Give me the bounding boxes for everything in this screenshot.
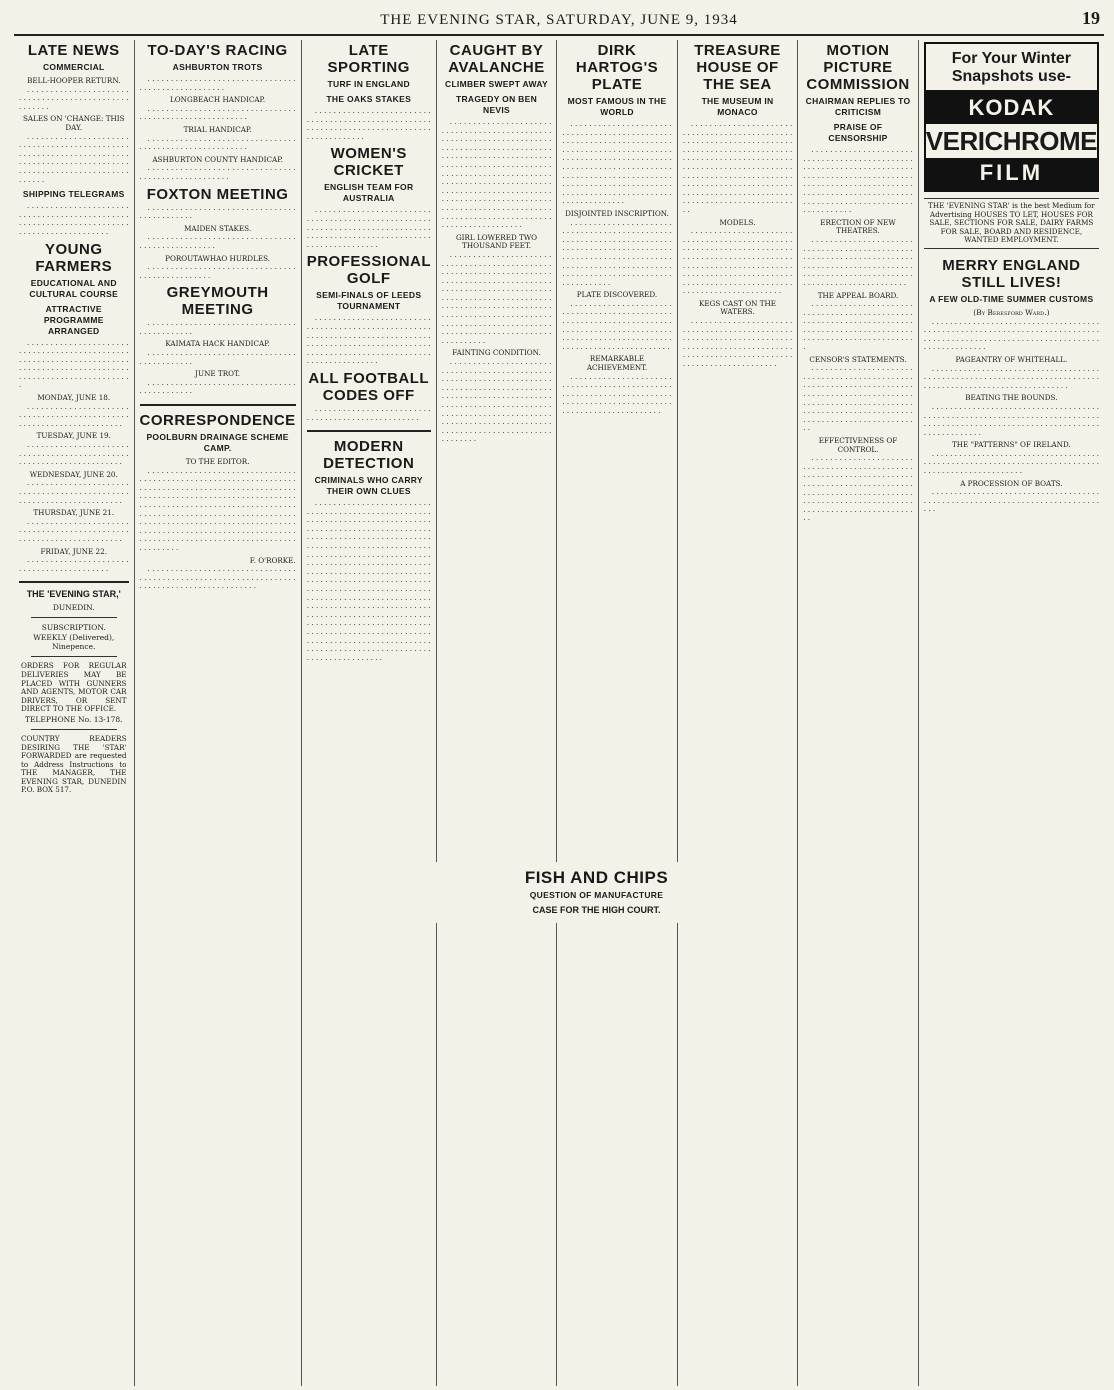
subhead-ashburton: ASHBURTON TROTS [172,62,263,72]
subhead-commercial: COMMERCIAL [42,62,105,72]
race-heading: JUNE TROT. [195,369,241,379]
subscription-rate: WEEKLY (Delivered), Ninepence. [33,633,115,652]
section-heading: PLATE DISCOVERED. [576,290,658,300]
day-heading: FRIDAY, JUNE 22. [40,546,107,556]
section-heading: ERECTION OF NEW THEATRES. [820,217,896,236]
article-text: · · · · · · · · · · · · · · · · · · · · · · · · · · · · · · · · · · · · · · · · · · · · [139,350,296,368]
day-heading: THURSDAY, JUNE 21. [33,508,115,518]
subhead-english-team: ENGLISH TEAM FOR AUSTRALIA [324,182,414,204]
race-heading: KAIMATA HACK HANDICAP. [165,339,270,349]
race-heading: LONGBEACH HANDICAP. [170,95,266,105]
race-heading: TRIAL HANDICAP. [183,124,252,134]
race-heading: MAIDEN STAKES. [184,223,252,233]
headline-football-off: ALL FOOTBALL CODES OFF [308,369,430,404]
subhead-climber: CLIMBER SWEPT AWAY [445,79,549,89]
section-heading: PAGEANTRY OF WHITEHALL. [955,354,1068,364]
article-text: · · · · · · · · · · · · · · · · · · · · · · · · · · · · · · · · · · · · · · · · · · · · · · · · · · [306,405,431,424]
section-heading: DISJOINTED INSCRIPTION. [565,208,669,218]
ad-film: FILM [926,158,1097,190]
column-racing [135,40,302,1386]
divider [31,617,117,618]
subhead-customs: A FEW OLD-TIME SUMMER CUSTOMS [929,293,1094,304]
article-text: · · · · · · · · · · · · · · · · · · · · · · · · · · · · · · · · · · · · · · · · · · · · · · · · · · · · · · · · · · · · · · · · · · · · · · · · · · · · · · · · · · · · · · · · · · · · · · · · · · · · · · · · · · · [923,365,1100,392]
article-text: · · · · · · · · · · · · · · · · · · · · · · · · · · · · · · · · · · · · · · · · · · · · · · · · · · · · · · · · · · · · · · · · · · · · · · · · · · · · · · · · · · · · · · · · · · · · · · · · · · · · · · · · · · · · · · · · · · · · · · · · · · · · · · · · · · · · · · · · · · · · · · · · · · · · · · · · · · · · · · · · · · · · · · · · · · · · · · · · · [562,219,672,289]
article-text: · · · · · · · · · · · · · · · · · · · · · · · · · · · · · · · · · · · · · · · · · · · · · · · · · · · · · · · · · · · · · · · · · · · · · · · · · · · · · · · · · · · · · · · · · · · · · · · · · · · · · · · · · · · · · · · · · · · · · · · · · · · · [19,133,129,186]
subhead-course: EDUCATIONAL AND CULTURAL COURSE [29,277,119,299]
article-text: · · · · · · · · · · · · · · · · · · · · · · · · · · · · · · · · · · · · · · · · · · · · · · · · · · · · · · · · · · · · · · · · · · · · · · · · · · · · · · · · · · · · · · · · · · · · · · · · · · · · · · · · · · · · · · · · · · · · · · · · · · · · · · · · · · · · · · · · · · · · · · · · · · · · · · · · · · · · · · · · · · · · · · · · [803,365,913,435]
article-text: · · · · · · · · · · · · · · · · · · · · · · · · · · · · · · · · · · · · · · · · · · · · · · · · · · · · · · · · · · · · · · · · · · · · · · · · · · · · · · · · · · · · · · · · · · · · · · · · · · · · · · · · · · · · · · · · · · · · · · · · · · [306,207,431,251]
headline-racing: TO-DAY'S RACING [147,42,288,59]
article-text: · · · · · · · · · · · · · · · · · · · · · · · · · · · · · · · · · · · · · · · · · · · · · · · · · · · · · · · · · · · · · · · · · · · · · · · · · · · · · · · · · · · · · · · · · · · · · · · · · · · · · · · · · · · · · · · · · · · · · · · · · · · · · · · · · · · · · · · · · · · · · · [562,300,672,353]
article-text: · · · · · · · · · · · · · · · · · · · · · · · · · · · · · · · · · · · · · · · · · · · · · · · · · · · · · · · · · · · · · · · · · · · · · [19,442,129,469]
article-text: · · · · · · · · · · · · · · · · · · · · · · · · · · · · · · · · · · · · · · · · · · · · · · · · · · · · · · · · [139,105,296,124]
article-text: · · · · · · · · · · · · · · · · · · · · · · · · · · · · · · · · · · · · · · · · · · · · · · · · · · · · · · · · · · · · · · · · · · · · · · · · · · · · · · · · · · · · · · · · · · · · · · · · · · · · · · · · · · · · · · · · · · · · · · · · · · · · · · · · · · · · · · · · · · · · · · · · · · · · · · · · · · · · · · · · · · · · · · · · · · · · · · · · · · · · · · · · · · · · · · · · · · · · · · · · · · · · · · · · · · · · · · · · · · · · · · · · · · · · · · · · · · · · · · · · · · · · · · · · · · · · · · · · · · · · · · · · · · · · · · · · · · · · · · · · · · · · · · · · · · · · · · · · · · · · · · · · [441,119,552,232]
race-heading: POROUTAWHAO HURDLES. [165,253,271,263]
column-late-news [14,40,135,1386]
article-text: · · · · · · · · · · · · · · · · · · · · · · · · · · · · · · · · · · · · · · · · · · · · · · · · · · · · · · · · · · · · · · · · · · · · · · · · · · · · · · · · · · · · · · · · · · [19,203,129,238]
headline-late-sporting: LATE SPORTING [327,42,410,76]
article-text: · · · · · · · · · · · · · · · · · · · · · · · · · · · · · · · · · · · · · · · · · · · · · · · · · · · [139,76,296,94]
article-text: · · · · · · · · · · · · · · · · · · · · · · · · · · · · · · · · · · · · · · · · · · · · · · · · · · · · · · · · · · · · · · · · · · · · · · · · · · · · · · · · · · · · · · · · · · · · · · · · · · · · · · · · · · · · · · · · · · · · · · · · · · · · · · · · · · · · · · · · · · · · · · · · · · · · · · · · · · · · · · · · · · · · · · · · · · · · · · · · · · · · · · · · · · · · · · · · · · · · · · · · · · · · · · · · · · · · · · · · · · · · · · · · · · · · · · · · · · · · · · · · · · · · · · · · · · · · · · · · · · · · · · · · · · · · · · · · · · · · · · · · · · · · · · · · · · · · · · · · · · · · · · · · · · · · · · · · · · · · · · · · · · · · · · · · · · · · · · · · · · · · · · · · · · · · · · · · · · · · · · · · · · · · · · · · · · · · · · · · · · · · · · · · · · · · · · · · · · · · · · · · · · · · · · · · · · · · · · · · · · · · · · · · · · · · · · · · · · · · · · · · · · · · · · · · · · · · · · · · · · · · · · · · · · · · · · · · · · · · · · · · · · · · · · · · · · · · · · · · · · · · · [306,500,431,664]
subscription-heading: SUBSCRIPTION. [41,623,106,633]
columns [14,40,1104,1386]
section-heading: KEGS CAST ON THE WATERS. [698,298,777,317]
headline-correspondence: CORRESPONDENCE [139,412,296,430]
article-text: · · · · · · · · · · · · · · · · · · · · · · · · · · · · · · · · · · · · · · · · · · · · · · · · · · · · · · · · · · · · · · · · · · · · · · · · · · · · · · · · · · · · · · · · · · · · [306,108,431,143]
section-heading: FAINTING CONDITION. [452,348,541,358]
fish-and-chips-article [419,862,774,923]
telephone: TELEPHONE No. 13-178. [24,714,123,724]
article-text: · · · · · · · · · · · · · · · · · · · · · · · · · · · · · · · · · · · · · · · · · · · · · · · · · · · · · · · · · · · · · · · · · · · · · [19,518,129,545]
article-text: · · · · · · · · · · · · · · · · · · · · · · · · · · · · · · · · · · · · · · · · · · · · · · · · · · · · · [19,86,129,113]
letter-signoff: F. O'RORKE. [249,555,296,565]
article-text: · · · · · · · · · · · · · · · · · · · · · · · · · · · · · · · · · · · · · · · · · · · · · · · · · · · · · · · · · · · · · · · · · · · · · [19,480,129,507]
headline-young-farmers: YOUNG FARMERS [35,240,113,275]
masthead-title: THE EVENING STAR, SATURDAY, JUNE 9, 1934 [380,11,738,28]
article-text: · · · · · · · · · · · · · · · · · · · · · · · · · · · · · · · · · · · · · · · · · · · · · · · · · · · · · · · · · · · · · · · · · · · · · · · · · · · · · · · · · · · · · · · · · · · · · · · · · · · · · · · · · · · · · · · · · · · · · · · · · · · · · · · · · · · · · · · · · · · · · · · · · · · · · · · · · · · · · · · · · · · · · · · · · · · · · · · · · · · · · · · · · · · · · · · · · · · · · · · · · · · · · · · · · · · · · · · · · · · · · · · · · · · · · · · · · · · · · · · · [682,121,793,216]
section-heading: A PROCESSION OF BOATS. [960,478,1063,488]
subhead-manufacture: QUESTION OF MANUFACTURE [529,890,664,900]
headline-golf: PROFESSIONAL GOLF [306,253,432,288]
divider [31,656,117,657]
subhead-oaks: THE OAKS STAKES [326,94,412,104]
classified-notice: THE 'EVENING STAR' is the best Medium for Advertising HOUSES TO LET, HOUSES FOR SALE, SECTIONS FOR SALE, DAIRY FARMS FOR SALE, BOARD AND RESIDENCE, WANTED EMPLOYMENT. [924,198,1099,249]
headline-late-news: LATE NEWS [27,42,120,59]
article-text: · · · · · · · · · · · · · · · · · · · · · · · · · · · · · · · · · · · · · · · · · · · · · · · · · · · · · · · · · · · · · · · · · · · · · · · · · · · · · · · · · · · · · · · · · · · · · · · · · · · · · · · · · · · · · · · · · · · · [562,373,672,417]
country-readers-text: COUNTRY READERS DESIRING THE 'STAR' FORWARDED are requested to Address Instructions to THE MANAGER, THE EVENING STAR, DUNEDIN P.O. BOX 517. [21,733,127,795]
section-heading: EFFECTIVENESS OF CONTROL. [818,436,898,454]
column-merry-england [919,40,1104,1386]
headline-fish-and-chips: FISH AND CHIPS [524,868,669,887]
article-text: · · · · · · · · · · · · · · · · · · · · · · · · · · · · · · · · · · · · · · · · · · · · · · · · · · · · · · · · · · · · · · · · · · · · · · · · · · · · · · · · · · · · · · · · · · · · · · · · · · · · · · · · · · · · · · · · · · · · · · · · · · · · · · [923,403,1100,439]
headline-foxton: FOXTON MEETING [146,185,289,203]
race-heading: ASHBURTON COUNTY HANDICAP. [152,154,283,164]
subhead-turf: TURF IN ENGLAND [327,79,410,89]
article-text: · · · · · · · · · · · · · · · · · · · · · · · · · · · · · · · · · · · · · · · · · · · · [139,379,296,398]
article-text: · · · · · · · · · · · · · · · · · · · · · · · · · · · · · · · · · · · · · · · · · · · · · · · · · · · · · · · · [139,135,296,154]
divider [19,581,129,583]
article-text: · · · · · · · · · · · · · · · · · · · · · · · · · · · · · · · · · · · · · · · · · · · · · · · · · · · · · · · · · · · · · · · · · · · · · · · · · · · · · · · · · · · · · · · · · · · · · · · · · · · · · · · · · · · · · · · · · · · · · · · · · · · · · · · [923,318,1100,354]
item-heading: BELL-HOOPER RETURN. [27,76,121,85]
column-dirk-hartog [557,40,678,1386]
article-text: · · · · · · · · · · · · · · · · · · · · · · · · · · · · · · · · · · · · · · · · · · · · · · · · · · · · · · · · · · · · · · · · · · · · · · · · · · · · · · · · · · · · · · · · · · · · · · · · · · · · · · · · · · · · · · · · · · · · · · · · · · · · · · · · · · · · · · · · · · · · · · · · · · · · · · · · · · · · · · · · · · · · · · · · · · · · · · · · · · · · · · · · · · · · · · · · · · · · · · · · · · · · · · · · · · · · · · · · · · · · · · [441,359,552,446]
subhead-leeds: SEMI-FINALS OF LEEDS TOURNAMENT [316,290,422,312]
article-text: · · · · · · · · · · · · · · · · · · · · · · · · · · · · · · · · · · · · · · · · · · · · · · · · · · · · · · · · · · · · · · · · · · · · · · · · · · · · · · · · · · · · · · · · · · · · · · · · · [923,450,1100,478]
subhead-poolburn: POOLBURN DRAINAGE SCHEME CAMP. [146,432,289,454]
section-heading: THE APPEAL BOARD. [817,290,899,300]
article-text: · · · · · · · · · · · · · · · · · · · · · · · · · · · · · · · · · · · · · · · · · · · · · · · · · · · · · · · · · · · · · · · · · · · · · · · · · · · · · · · · · · · · · · · · · · · · · · · · · · · · · · · · · · · · · · · · · · · · · · · [19,339,129,392]
article-text: · · · · · · · · · · · · · · · · · · · · · · · · · · · · · · · · · · · · · · · · · · · · · · · · · · · · · · · · · · · · · · · · · · · · · · · · · · · · · · · · · · · · · · · · · · · · [139,566,296,593]
day-heading: TUESDAY, JUNE 19. [36,431,111,441]
subhead-most-famous: MOST FAMOUS IN THE WORLD [567,96,667,117]
notice-title: THE 'EVENING STAR,' [26,589,121,600]
article-text: · · · · · · · · · · · · · · · · · · · · · · · · · · · · · · · · · · · · · · · · · · · · [139,320,296,338]
ad-product: VERICHROME [925,126,1098,156]
headline-motion-picture: MOTION PICTURE COMMISSION [806,42,910,93]
article-text: · · · · · · · · · · · · · · · · · · · · · · · · · · · · · · · · · · · · · · · · · · · · · · · · · · · · · · · · · · · · · · · · · · · · · · · · · · · · · · · · · · · · · · · · · · · · · · · · · · · · · · · · · · · · · · · · · · · · · · · · · · · · · · · · · · · · · · · · · · · · · · · · · · · · · [306,315,431,368]
masthead [14,6,1104,36]
kodak-advertisement [924,42,1099,192]
article-text: · · · · · · · · · · · · · · · · · · · · · · · · · · · · · · · · · · · · · · · · · · [19,557,129,575]
article-text: · · · · · · · · · · · · · · · · · · · · · · · · · · · · · · · · · · · · · · · · · · · · · · · · · · · · · · · · · · · · · · · · · · · · · · · · · · · · · · [923,489,1100,516]
article-text: · · · · · · · · · · · · · · · · · · · · · · · · · · · · · · · · · · · · · · · · · · · · · · · · · · · · · · · · · · · · · · · · · · · · · · · · · · · · · · · · · · · · · · · · · · · · · · · · · · · · · · · · · · · · · · · · · · · · · · · · · · · · · · · · · · · · · · · · · · · [682,318,793,371]
subhead-criminals: CRIMINALS WHO CARRY THEIR OWN CLUES [314,475,423,497]
subhead-monaco: THE MUSEUM IN MONACO [701,96,774,117]
article-text: · · · · · · · · · · · · · · · · · · · · · · · · · · · · · · · · · · · · · · · · · · · · · · · · · · · · · · · · · · · · · · · · · · · · · · · · · · · · · · · · · · · · · · · · · · · · · · · · · · · · · · · · · · · · · · · · · · · · · · · · · · · · · · · · · · · · · · · · · · · · · [803,236,913,289]
subhead-ben-nevis: TRAGEDY ON BEN NEVIS [456,94,538,115]
divider [307,430,431,432]
subhead-shipping: SHIPPING TELEGRAMS [22,189,125,200]
subhead-censorship: PRAISE OF CENSORSHIP [828,122,888,143]
page-number: 19 [1082,8,1100,28]
item-heading: SALES ON 'CHANGE: THIS DAY. [22,114,125,132]
subhead-chairman: CHAIRMAN REPLIES TO CRITICISM [805,96,911,117]
article-text: · · · · · · · · · · · · · · · · · · · · · · · · · · · · · · · · · · · · · · · · · · · · · · · · · · · · · · · · · · · · · · · · · · · · · · · · · · · · · · · · · · · · · · · · · · · · · · · · · · · · · · · · · · · · · · · · · · · · · · · · · · · · · · · · · · · · · · · · · · · · · · · · · · · · · · · · · · · · · · · · · · · · · · · · · · · · · · · · · · · · · · · · · · · · · · · · · · · · · · · · · · · · · · · · · · · · · · · · · · · · · · · · · · · · [562,121,672,208]
section-heading: BEATING THE BOUNDS. [965,393,1058,403]
section-heading: MODELS. [719,217,756,227]
headline-dirk-hartog: DIRK HARTOG'S PLATE [575,42,659,93]
article-text: · · · · · · · · · · · · · · · · · · · · · · · · · · · · · · · · · · · · · · · · · · · · · · · · · · · · · · · · · · · · · · · · · · · · · · · · · · · · · · · · · · · · · · · · · · · · · · · · · · · · · · · · · · · · · · · · · · · · · · · · · · · · · · · · · · · · · · · · · · · · · · · · · · · · · · · · · · · · · · · · · · · · · · · · · · · · · · · · · · · · · · · · · · · · · · · · · · · · · · · · · · · · · · · · · · · · · · · · · · · · · · · · · · · · · · · · · · · · · · · · · · · · · · · · · · · · · · · · · · · · · · · · · · · · · · · · · · · · · · · · · · · · · · · · · · · · · · · · · · · · · · · · · · · · · · · · · [139,467,296,554]
headline-greymouth: GREYMOUTH MEETING [166,284,269,319]
column-motion-picture [798,40,919,1386]
article-text: · · · · · · · · · · · · · · · · · · · · · · · · · · · · · · · · · · · · · · · · · · · · · · · · · · · · · · · · · · · · · · · · · · · · · [19,403,129,430]
day-heading: WEDNESDAY, JUNE 20. [29,469,118,479]
section-heading: REMARKABLE ACHIEVEMENT. [586,354,648,373]
to-the-editor: TO THE EDITOR. [185,457,250,467]
notice-place: DUNEDIN. [52,603,95,613]
headline-modern-detection: MODERN DETECTION [323,438,415,473]
section-heading: GIRL LOWERED TWO THOUSAND FEET. [455,232,538,251]
article-text: · · · · · · · · · · · · · · · · · · · · · · · · · · · · · · · · · · · · · · · · · · · · · · · · · · · · · · · · · · · · · · · · · · · · · · · · · · · · · · · · · · · · · · · · · · · · · · · · · · · · · · · · · · · · · · · · · · · · · · · · · · · · · · · · · · · · · · · · · · · · · · · · · · · · · · · · · · · · · · · · · · · · · · · · · · · · · · · · · [803,147,913,217]
section-heading: CENSOR'S STATEMENTS. [809,354,907,364]
headline-treasure-house: TREASURE HOUSE OF THE SEA [694,42,781,93]
article-text: · · · · · · · · · · · · · · · · · · · · · · · · · · · · · · · · · · · · · · · · · · · · · · · · · · · · [139,165,296,183]
day-heading: MONDAY, JUNE 18. [37,393,111,403]
article-text: · · · · · · · · · · · · · · · · · · · · · · · · · · · · · · · · · · · · · · · · · · · · · · · · · · · · · · · · · · · · · · · · · · · · · · · · · · · · · · · · · · · · · · · · · · · · · · · · · · · · · · · · · · · · · · · · · · · · · · · · · · · · · · · · · · · · · · · · · · · · · · · · · · · · · · · · · · · · · · · · · · · · · · · · [803,455,913,525]
divider [31,729,117,730]
orders-text: ORDERS FOR REGULAR DELIVERIES MAY BE PLACED WITH GUNNERS AND AGENTS, MOTOR CAR DRIVERS, OR SENT DIRECT TO THE OFFICE. [21,661,127,714]
column-late-sporting [302,40,437,1386]
subscription-notice [19,589,129,795]
headline-merry-england: MERRY ENGLAND STILL LIVES! [942,256,1081,291]
article-text: · · · · · · · · · · · · · · · · · · · · · · · · · · · · · · · · · · · · · · · · · · · · · · · · · · · · · · · · · · · · · · · · · · · · · · · · · · · · · · · · · · · · · · · · · · · · · · · · · · · · · · · · · · · · · · · · · · · · · · · · · · · · · · · · · · · · · · · · · · · · · · · · · · · · · · · · · · · · · · · · · · · · · · · · · · · · · · · · · · · · · · · · · · · · [682,228,793,298]
article-text: · · · · · · · · · · · · · · · · · · · · · · · · · · · · · · · · · · · · · · · · · · · · · · · · · · · · · · · · · · · · · · · · · · · · · · · · · · · · · · · · · · · · · · · · · · · · · · · · · · · · · · · · · · · · · · · · · · · · · · · [803,301,913,354]
divider [140,404,296,406]
byline: (By Beresford Ward.) [973,307,1050,317]
section-heading: THE "PATTERNS" OF IRELAND. [952,440,1071,450]
article-text: · · · · · · · · · · · · · · · · · · · · · · · · · · · · · · · · · · · · · · · · · · · · · · · · [139,264,296,282]
ad-tagline: For Your Winter Snapshots use- [926,44,1097,92]
article-text: · · · · · · · · · · · · · · · · · · · · · · · · · · · · · · · · · · · · · · · · · · · · [139,204,296,223]
headline-womens-cricket: WOMEN'S CRICKET [330,145,407,180]
column-avalanche [437,40,558,1386]
article-text: · · · · · · · · · · · · · · · · · · · · · · · · · · · · · · · · · · · · · · · · · · · · · · · · · · · · · · · · · · · · · · · · · · · · · · · · · · · · · · · · · · · · · · · · · · · · · · · · · · · · · · · · · · · · · · · · · · · · · · · · · · · · · · · · · · · · · · · · · · · · · · · · · · · · · · · · · · · · · · · · · · · · · · · · · · · · · · · · · · · · · · · · · · · · · · · · · · · · · · · · · · · · · · · · · · · · · · · · · · · · · · · · · · · · · · · · · · · · · · · · · · · · · · · · [441,251,552,347]
headline-avalanche: CAUGHT BY AVALANCHE [448,42,545,76]
article-text: · · · · · · · · · · · · · · · · · · · · · · · · · · · · · · · · · · · · · · · · · · · · · · · · · [139,234,296,252]
subhead-high-court: CASE FOR THE HIGH COURT. [532,905,661,915]
ad-brand: KODAK [926,92,1097,124]
column-treasure-house [678,40,799,1386]
subhead-programme: ATTRACTIVE PROGRAMME ARRANGED [43,303,104,336]
